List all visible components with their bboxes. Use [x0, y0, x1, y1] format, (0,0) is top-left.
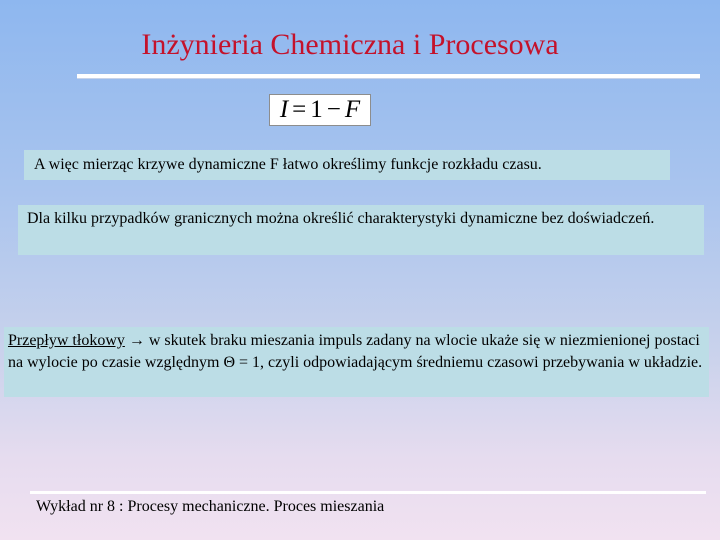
text-box-limiting-cases-text: Dla kilku przypadków granicznych można określić charakterystyki dynamiczne bez doświadczeń.: [27, 210, 655, 227]
text-box-distribution-text: A więc mierząc krzywe dynamiczne F łatwo określimy funkcje rozkładu czasu.: [34, 156, 542, 173]
plug-flow-term: Przepływ tłokowy: [8, 332, 125, 349]
formula-rhs: F: [344, 96, 361, 123]
title-underline-rule: [77, 74, 700, 79]
formula-minus: −: [326, 96, 341, 123]
footer-text: Wykład nr 8 : Procesy mechaniczne. Proces mieszania: [36, 498, 385, 515]
text-box-distribution: [24, 150, 670, 180]
plug-flow-description: w skutek braku mieszania impuls zadany na wlocie ukaże się w niezmienionej postaci na wylocie po czasie względnym Θ = 1, czyli odpowiadającym średniemu czasowi przebywania w układzie.: [8, 332, 703, 371]
text-box-plug-flow: [4, 327, 709, 397]
text-box-limiting-cases: [18, 205, 704, 255]
formula-box: [269, 94, 371, 126]
slide-title: Inżynieria Chemiczna i Procesowa: [141, 28, 559, 61]
formula-equals: =: [292, 96, 307, 123]
arrow-icon: →: [128, 332, 145, 349]
formula-lhs: I: [279, 96, 289, 123]
footer-rule: [30, 491, 706, 494]
formula-one: 1: [310, 96, 323, 123]
